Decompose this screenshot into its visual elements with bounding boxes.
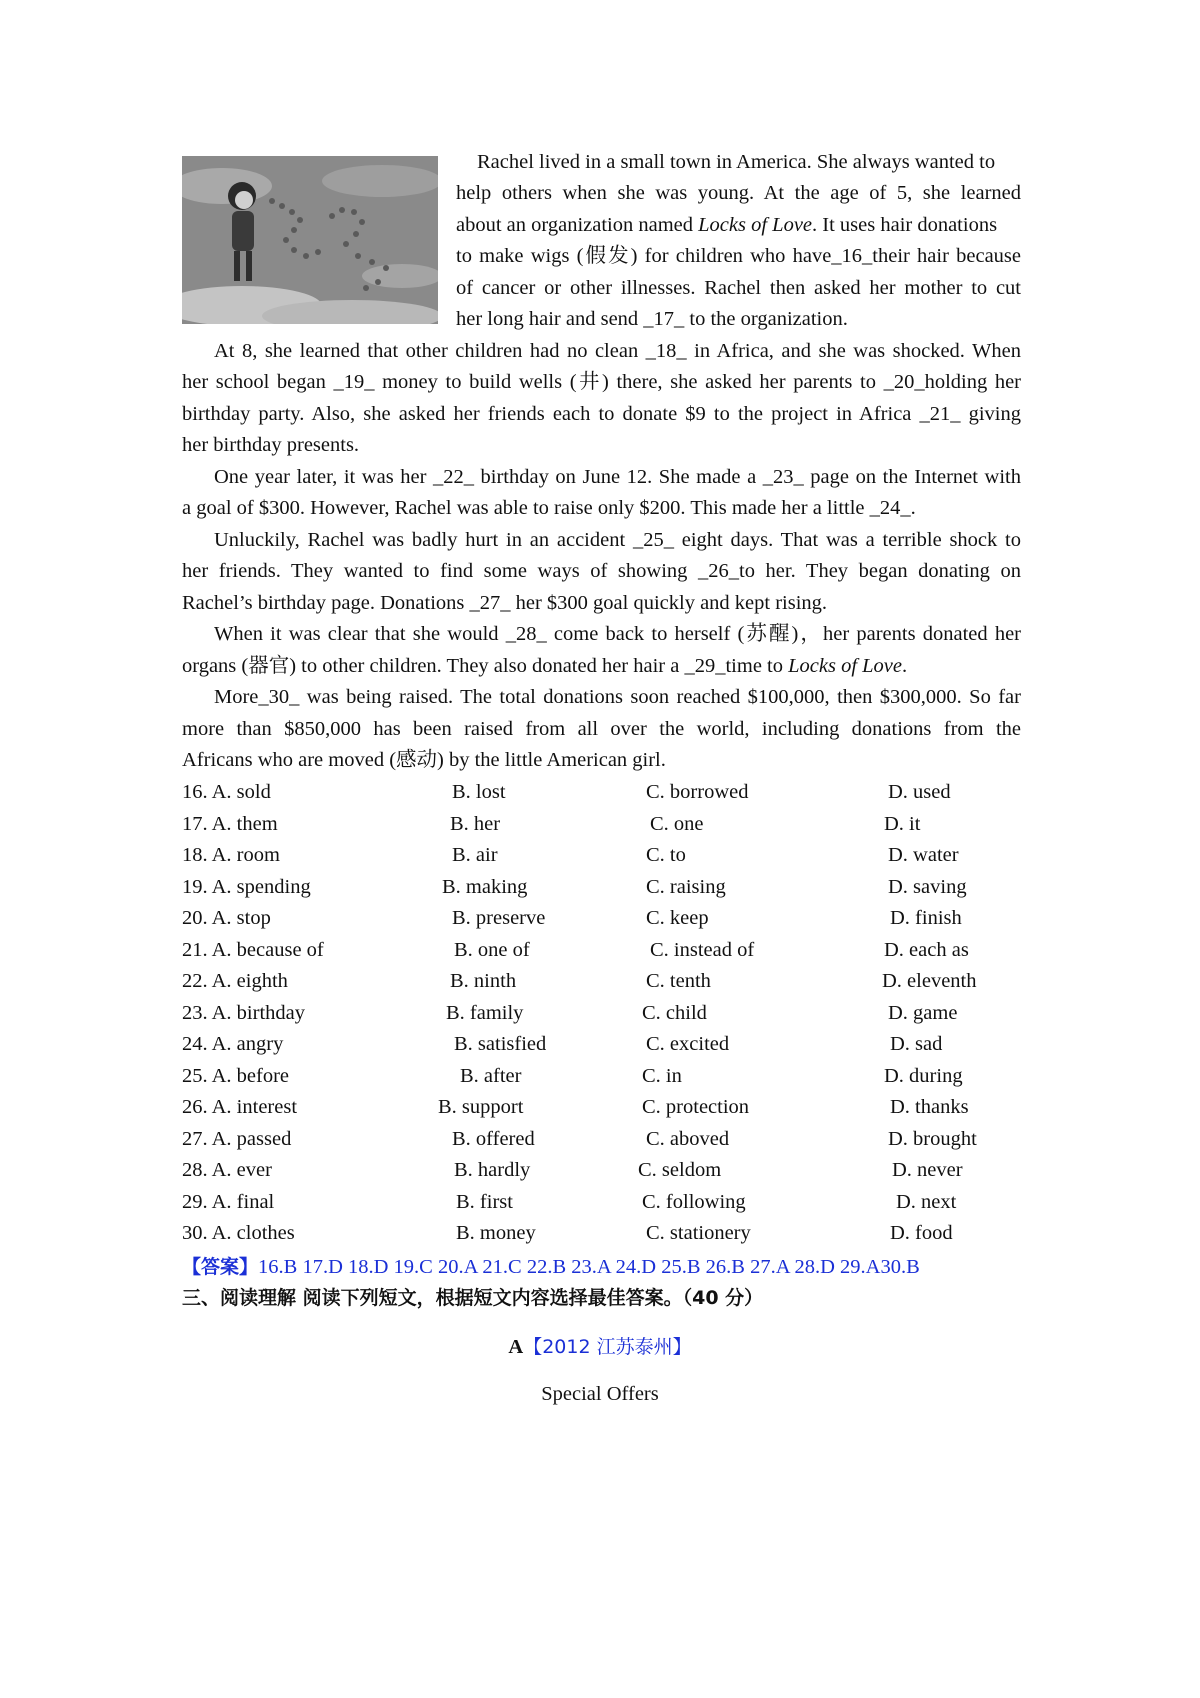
- option-choice: D. food: [890, 1222, 953, 1244]
- option-row-label: 24. A. angry: [182, 1033, 284, 1055]
- option-row-label: 23. A. birthday: [182, 1001, 305, 1024]
- passage-line: Rachel lived in a small town in America. She always wanted to: [477, 151, 996, 173]
- option-choice: B. ninth: [450, 970, 517, 992]
- passage-heading: [0, 1335, 1200, 1359]
- girl-on-clouds-illustration: [182, 156, 438, 324]
- option-choice: B. air: [452, 844, 498, 866]
- option-row-label: 27. A. passed: [182, 1127, 292, 1150]
- option-choice: C. keep: [646, 907, 709, 929]
- option-choice: D. game: [888, 1001, 958, 1024]
- option-choice: B. hardly: [454, 1159, 531, 1181]
- organization-name: Locks of Love: [698, 214, 813, 236]
- option-choice: D. saving: [888, 875, 967, 898]
- answer-key: [182, 1255, 920, 1279]
- option-choice: C. stationery: [646, 1222, 751, 1244]
- passage-line: Unluckily, Rachel was badly hurt in an accident _25_ eight days. That was a terrible shock to: [214, 529, 1021, 551]
- option-choice: D. thanks: [890, 1096, 969, 1118]
- option-choice: B. support: [438, 1096, 524, 1118]
- option-row-label: 20. A. stop: [182, 907, 271, 929]
- option-choice: C. borrowed: [646, 781, 749, 803]
- option-choice: C. following: [642, 1190, 746, 1213]
- option-choice: C. excited: [646, 1033, 730, 1055]
- option-choice: C. aboved: [646, 1127, 730, 1150]
- passage-title: Special Offers: [541, 1383, 659, 1405]
- option-choice: D. eleventh: [882, 970, 977, 992]
- passage-source: 【2012 江苏泰州】: [523, 1336, 692, 1358]
- option-choice: C. one: [650, 812, 704, 835]
- passage-line: organs (器官) to other children. They also donated her hair a _29_time to Locks of Love.: [182, 655, 908, 677]
- option-choice: B. her: [450, 812, 501, 835]
- option-choice: D. water: [888, 844, 959, 866]
- passage-line: help others when she was young. At the age of 5, she learned: [456, 182, 1021, 204]
- option-choice: B. family: [446, 1001, 524, 1024]
- option-row-label: 30. A. clothes: [182, 1222, 295, 1244]
- answer-tag: 【答案】: [182, 1256, 259, 1278]
- option-choice: B. one of: [454, 938, 530, 961]
- option-choice: C. tenth: [646, 970, 711, 992]
- option-choice: B. satisfied: [454, 1033, 547, 1055]
- option-choice: D. finish: [890, 907, 962, 929]
- option-row-label: 26. A. interest: [182, 1096, 298, 1118]
- option-row-label: 29. A. final: [182, 1190, 275, 1213]
- organization-name: Locks of Love: [788, 655, 902, 677]
- option-row-label: 16. A. sold: [182, 781, 271, 803]
- option-choice: C. protection: [642, 1096, 750, 1118]
- passage-line: her long hair and send _17_ to the organization.: [456, 308, 848, 330]
- option-choice: C. child: [642, 1001, 707, 1024]
- option-row-label: 22. A. eighth: [182, 970, 288, 992]
- option-choice: D. sad: [890, 1033, 943, 1055]
- option-choice: B. making: [442, 875, 528, 898]
- illustration-image: [182, 156, 438, 324]
- option-choice: B. money: [456, 1222, 536, 1244]
- answer-text: 16.B 17.D 18.D 19.C 20.A 21.C 22.B 23.A 24.D 25.B 26.B 27.A 28.D 29.A30.B: [258, 1256, 920, 1278]
- section-heading: 三、阅读理解 阅读下列短文，根据短文内容选择最佳答案。（40 分）: [182, 1287, 764, 1309]
- passage-line: her school began _19_ money to build wells (井) there, she asked her parents to _20_holding her: [182, 371, 1021, 393]
- passage-line: her birthday presents.: [182, 434, 360, 456]
- option-choice: C. raising: [646, 875, 726, 898]
- option-choice: B. preserve: [452, 907, 546, 929]
- option-choice: C. instead of: [650, 938, 755, 961]
- option-choice: D. used: [888, 781, 951, 803]
- passage-line: a goal of $300. However, Rachel was able to raise only $200. This made her a little _24_.: [182, 497, 916, 519]
- option-choice: C. to: [646, 844, 686, 866]
- option-choice: D. each as: [884, 938, 969, 961]
- passage-letter: A: [508, 1336, 524, 1358]
- option-choice: B. after: [460, 1064, 522, 1087]
- option-choice: D. never: [892, 1159, 963, 1181]
- passage-line: her friends. They wanted to find some ways of showing _26_to her. They began donating on: [182, 560, 1021, 582]
- option-choice: B. lost: [452, 781, 506, 803]
- passage-line: to make wigs (假发) for children who have_16_their hair because: [456, 245, 1021, 267]
- option-choice: D. during: [884, 1064, 963, 1087]
- passage-line: One year later, it was her _22_ birthday on June 12. She made a _23_ page on the Internet with: [214, 466, 1021, 488]
- passage-line: Rachel’s birthday page. Donations _27_ her $300 goal quickly and kept rising.: [182, 592, 828, 614]
- passage-line: about an organization named Locks of Love. It uses hair donations: [456, 214, 998, 236]
- option-choice: B. first: [456, 1190, 513, 1213]
- option-choice: C. in: [642, 1064, 682, 1087]
- option-row-label: 18. A. room: [182, 844, 280, 866]
- passage-line: Africans who are moved (感动) by the little American girl.: [182, 749, 666, 771]
- option-choice: B. offered: [452, 1127, 535, 1150]
- option-row-label: 28. A. ever: [182, 1159, 272, 1181]
- passage-line: birthday party. Also, she asked her friends each to donate $9 to the project in Africa _21_ giving: [182, 403, 1021, 425]
- option-choice: D. brought: [888, 1127, 977, 1150]
- option-row-label: 17. A. them: [182, 812, 278, 835]
- option-row-label: 21. A. because of: [182, 938, 324, 961]
- passage-line: More_30_ was being raised. The total donations soon reached $100,000, then $300,000. So far: [214, 686, 1021, 708]
- option-choice: D. next: [896, 1190, 957, 1213]
- passage-line: of cancer or other illnesses. Rachel then asked her mother to cut: [456, 277, 1021, 299]
- passage-line: When it was clear that she would _28_ come back to herself (苏醒)，her parents donated her: [214, 623, 1021, 645]
- option-choice: D. it: [884, 812, 921, 835]
- option-row-label: 25. A. before: [182, 1064, 290, 1087]
- passage-line: more than $850,000 has been raised from all over the world, including donations from the: [182, 718, 1021, 740]
- passage-line: At 8, she learned that other children had no clean _18_ in Africa, and she was shocked. When: [214, 340, 1021, 362]
- option-choice: C. seldom: [638, 1159, 722, 1181]
- option-row-label: 19. A. spending: [182, 875, 311, 898]
